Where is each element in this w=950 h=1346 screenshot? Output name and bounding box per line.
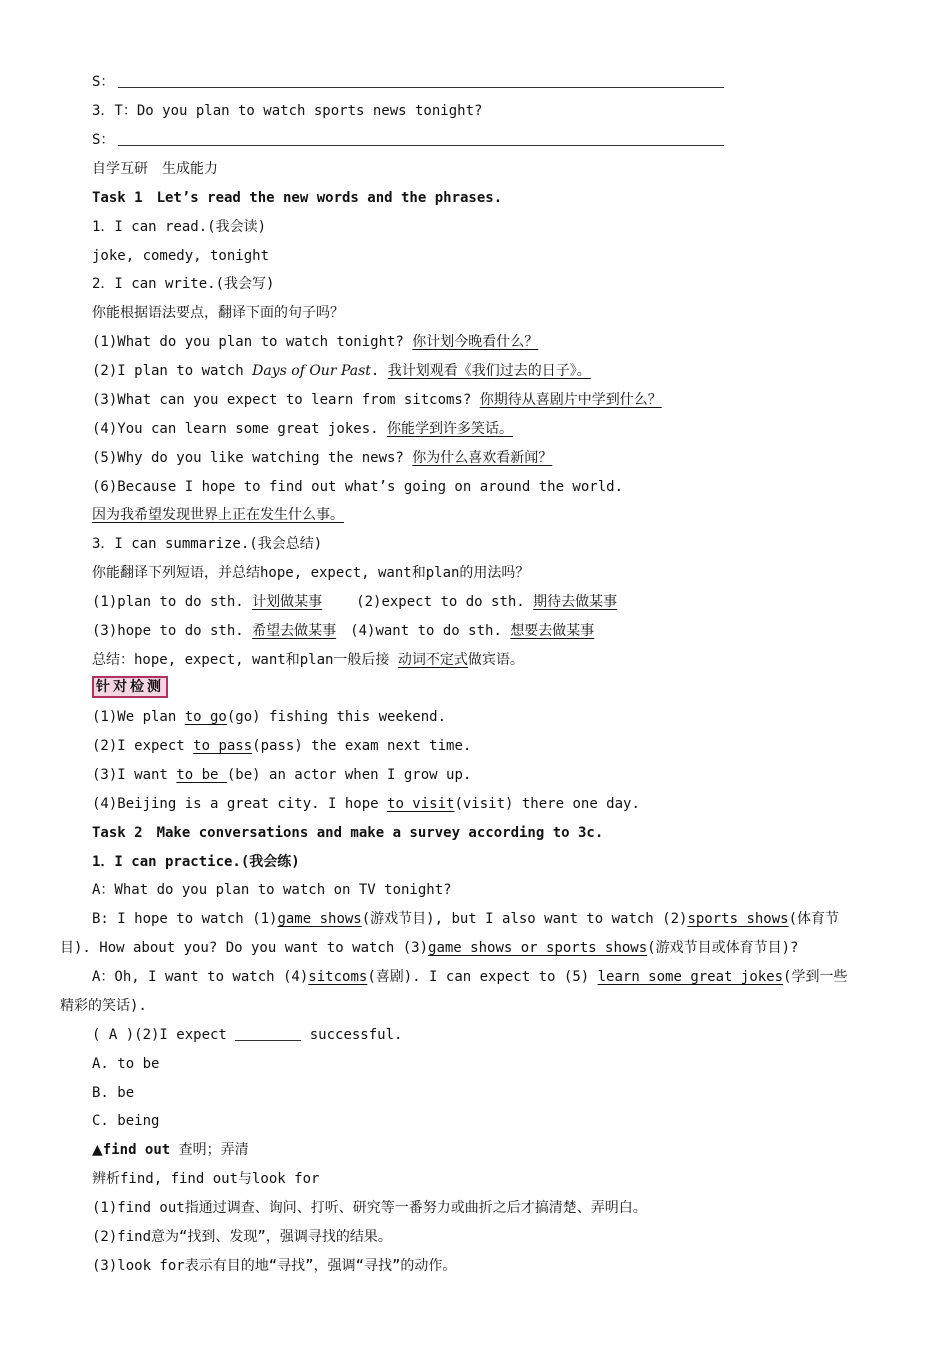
sentence-answer: 我计划观看《我们过去的日子》。 <box>387 363 591 379</box>
sentence-answer: 因为我希望发现世界上正在发生什么事。 <box>92 507 344 523</box>
dialogue-answer: game shows <box>277 911 362 927</box>
write-heading: 2．I can write.(我会写) <box>92 276 275 292</box>
sentence-1 <box>92 330 892 354</box>
note-title: find out <box>102 1142 171 1158</box>
dialogue-answer: learn some great jokes <box>597 969 784 985</box>
dialogue-answer: sports shows <box>687 911 789 927</box>
show-title: Days of Our Past <box>252 363 371 379</box>
exercise-text: (be) an actor when I grow up. <box>226 767 472 783</box>
exercise-text: (1)We plan <box>92 709 185 725</box>
phrase-text: (2)expect to do sth. <box>356 594 534 610</box>
sentence-5 <box>92 446 892 470</box>
conclusion-text: 做宾语。 <box>467 652 524 668</box>
exercise-answer: to be <box>176 767 227 783</box>
triangle-icon: ▲ <box>92 1142 103 1158</box>
sentence-text: . <box>370 363 388 379</box>
exercise-text: (go) fishing this weekend. <box>226 709 447 725</box>
dialogue-answer: game shows or sports shows <box>428 940 648 956</box>
phrase-text: (4)want to do sth. <box>350 623 511 639</box>
dialogue-text: A：Oh, I want to watch (4) <box>92 969 309 985</box>
dialogue-text: (学到一些 <box>783 969 848 985</box>
answer-blank <box>235 1026 301 1041</box>
task1-title: Task 1 Let’s read the new words and the phrases. <box>92 190 503 206</box>
sentence-2 <box>92 359 892 383</box>
write-prompt: 你能根据语法要点，翻译下面的句子吗？ <box>92 305 344 321</box>
sentence-text: (5)Why do you like watching the news? <box>92 450 413 466</box>
phrase-answer: 期待去做某事 <box>533 594 618 610</box>
distinction-title: 辨析find, find out与look for <box>92 1171 320 1187</box>
check-badge-row <box>92 674 892 698</box>
section-title: 自学互研 生成能力 <box>92 161 218 177</box>
phrase-text: (3)hope to do sth. <box>92 623 253 639</box>
exercise-answer: to pass <box>193 738 253 754</box>
sentence-4 <box>92 417 892 441</box>
summarize-prompt: 你能翻译下列短语，并总结hope, expect, want和plan的用法吗？ <box>92 565 530 581</box>
distinction-1: (1)find out指通过调查、询问、打听、研究等一番努力或曲折之后才搞清楚、弄明白。 <box>92 1200 647 1216</box>
note-meaning: 查明；弄清 <box>170 1142 249 1158</box>
dialogue-b2 <box>60 936 892 960</box>
phrase-answer: 计划做某事 <box>252 594 323 610</box>
exercise-answer: to visit <box>387 796 455 812</box>
question-3: 3．T：Do you plan to watch sports news tonight? <box>92 103 483 119</box>
practice-heading: 1．I can practice.(我会练) <box>92 854 300 870</box>
distinction-3: (3)look for表示有目的地“寻找”，强调“寻找”的动作。 <box>92 1258 457 1274</box>
sentence-3 <box>92 388 892 412</box>
question-text: successful. <box>301 1027 403 1043</box>
exercise-text: (pass) the exam next time. <box>252 738 472 754</box>
dialogue-text: 目). How about you? Do you want to watch (3) <box>60 940 429 956</box>
sentence-answer: 你计划今晚看什么？ <box>412 334 539 350</box>
speaker-label: S： <box>92 132 115 148</box>
note-heading <box>92 1138 892 1162</box>
option-b: B. be <box>92 1085 135 1101</box>
sentence-answer: 你期待从喜剧片中学到什么？ <box>479 392 662 408</box>
conclusion-text: 总结：hope, expect, want和plan一般后接 <box>92 652 398 668</box>
conclusion-answer: 动词不定式 <box>397 652 468 668</box>
sentence-text: (2)I plan to watch <box>92 363 253 379</box>
dialogue-text: (游戏节目或体育节目)? <box>647 940 799 956</box>
answer-line-row-2 <box>92 128 892 152</box>
dialogue-a3: 精彩的笑话). <box>60 998 147 1014</box>
task2-title: Task 2 Make conversations and make a survey according to 3c. <box>92 825 604 841</box>
option-c: C. being <box>92 1113 160 1129</box>
sentence-6-answer-row <box>92 503 892 527</box>
exercise-2 <box>92 734 892 758</box>
dialogue-text: B: I hope to watch (1) <box>92 911 278 927</box>
sentence-answer: 你能学到许多笑话。 <box>387 421 514 437</box>
dialogue-a1: A：What do you plan to watch on TV tonight? <box>92 882 452 898</box>
answer-blank-line <box>118 145 724 146</box>
phrase-answer: 想要去做某事 <box>510 623 595 639</box>
check-badge: 针对检测 <box>92 676 168 698</box>
sentence-text: (1)What do you plan to watch tonight? <box>92 334 413 350</box>
answer-blank-line <box>118 87 724 88</box>
distinction-2: (2)find意为“找到、发现”，强调寻找的结果。 <box>92 1229 392 1245</box>
exercise-text: (3)I want <box>92 767 177 783</box>
speaker-label: S： <box>92 74 115 90</box>
dialogue-answer: sitcoms <box>308 969 368 985</box>
phrase-answer: 希望去做某事 <box>252 623 337 639</box>
exercise-text: (2)I expect <box>92 738 194 754</box>
option-a: A. to be <box>92 1056 160 1072</box>
dialogue-text: (体育节 <box>788 911 840 927</box>
sentence-answer: 你为什么喜欢看新闻？ <box>412 450 553 466</box>
dialogue-text: (喜剧). I can expect to (5) <box>367 969 598 985</box>
exercise-3 <box>92 763 892 787</box>
multiple-choice-question <box>92 1023 892 1047</box>
sentence-text: (3)What can you expect to learn from sitcoms? <box>92 392 480 408</box>
phrase-text: (1)plan to do sth. <box>92 594 253 610</box>
exercise-1 <box>92 705 892 729</box>
phrase-row-2 <box>92 619 892 643</box>
sentence-6: (6)Because I hope to find out what’s going on around the world. <box>92 479 624 495</box>
phrase-row-1 <box>92 590 892 614</box>
exercise-text: (4)Beijing is a great city. I hope <box>92 796 388 812</box>
question-text: ( A )(2)I expect <box>92 1027 236 1043</box>
exercise-4 <box>92 792 892 816</box>
answer-line-row-1 <box>92 70 892 94</box>
read-heading: 1．I can read.(我会读) <box>92 219 267 235</box>
sentence-text: (4)You can learn some great jokes. <box>92 421 388 437</box>
exercise-text: (visit) there one day. <box>454 796 640 812</box>
read-words: joke, comedy, tonight <box>92 248 270 264</box>
dialogue-text: (游戏节目), but I also want to watch (2) <box>361 911 688 927</box>
dialogue-a2 <box>92 965 892 989</box>
exercise-answer: to go <box>184 709 227 725</box>
dialogue-b1 <box>92 907 892 931</box>
conclusion <box>92 648 892 672</box>
summarize-heading: 3．I can summarize.(我会总结) <box>92 536 323 552</box>
